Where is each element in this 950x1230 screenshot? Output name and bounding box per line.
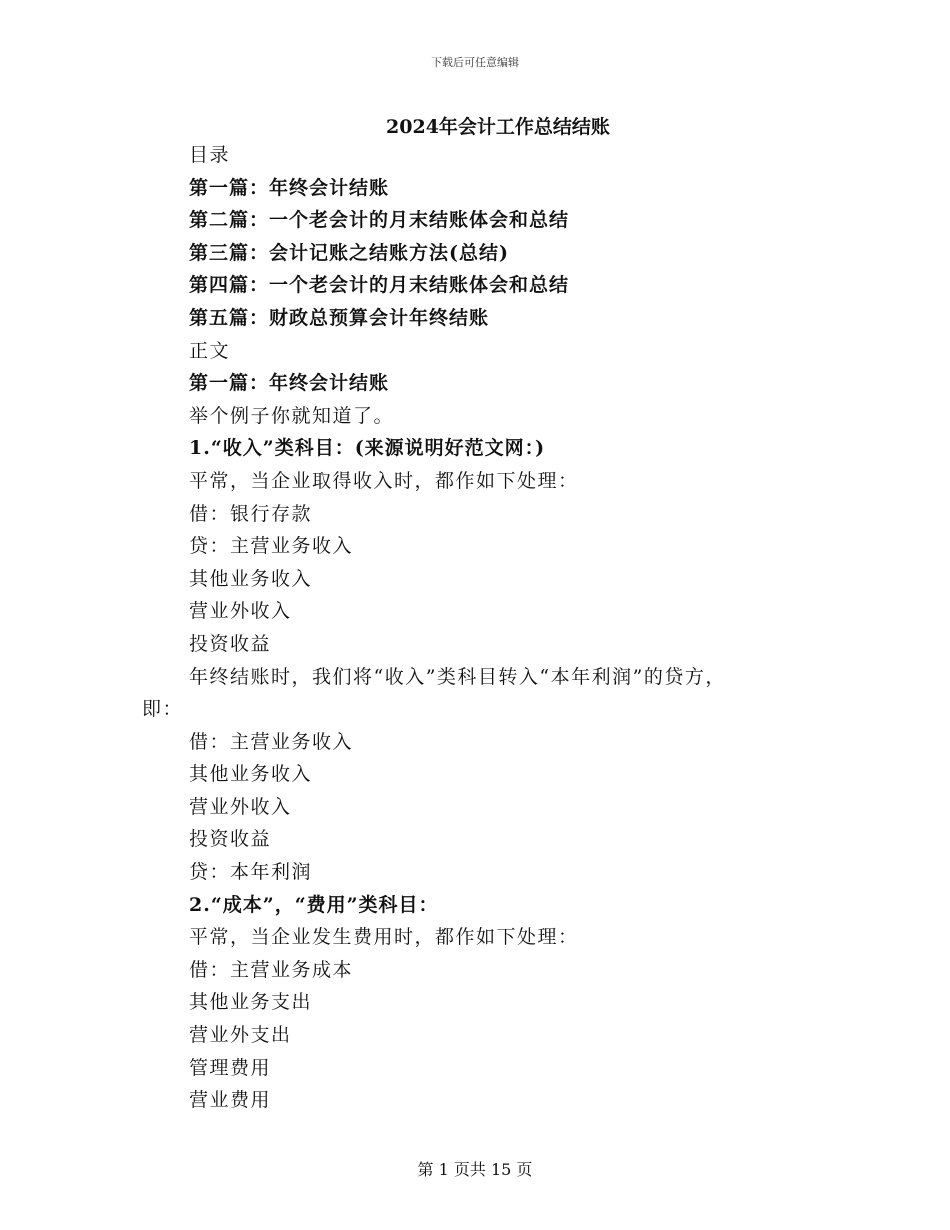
text-line: 其他业务支出 [189,991,313,1014]
text-line: 举个例子你就知道了。 [189,404,395,427]
heading-line: 2.“成本”，“费用”类科目： [189,893,439,916]
text-line: 贷：本年利润 [189,861,313,884]
heading-line: 第一篇：年终会计结账 [189,176,390,199]
text-line: 管理费用 [189,1056,272,1079]
heading-line: 第二篇：一个老会计的月末结账体会和总结 [189,209,570,232]
page-footer: 第 1 页共 15 页 [417,1160,533,1179]
text-line: 年终结账时，我们将“收入”类科目转入“本年利润”的贷方， [189,665,726,688]
heading-line: 第三篇：会计记账之结账方法(总结) [189,241,509,264]
heading-line: 第一篇：年终会计结账 [189,372,390,395]
text-line: 即： [142,698,184,721]
text-line: 其他业务收入 [189,567,313,590]
text-line: 借：主营业务收入 [189,730,354,753]
page-header-note: 下载后可任意编辑 [431,56,519,69]
text-line: 营业外收入 [189,795,292,818]
text-line: 营业外收入 [189,600,292,623]
text-line: 平常，当企业发生费用时，都作如下处理： [189,926,579,949]
text-line: 贷：主营业务收入 [189,535,354,558]
heading-line: 1.“收入”类科目：(来源说明好范文网：) [189,437,546,460]
text-line: 借：主营业务成本 [189,958,354,981]
text-line: 平常，当企业取得收入时，都作如下处理： [189,469,579,492]
heading-line: 第四篇：一个老会计的月末结账体会和总结 [189,274,570,297]
document-title: 2024年会计工作总结结账 [386,116,610,138]
heading-line: 第五篇：财政总预算会计年终结账 [189,306,490,329]
document-body [142,139,822,1117]
text-line: 营业外支出 [189,1024,292,1047]
text-line: 营业费用 [189,1089,272,1112]
text-line: 其他业务收入 [189,763,313,786]
text-line: 借：银行存款 [189,502,313,525]
text-line: 投资收益 [189,828,272,851]
text-line: 投资收益 [189,632,272,655]
text-line: 目录 [189,144,231,166]
text-line: 正文 [189,339,231,362]
